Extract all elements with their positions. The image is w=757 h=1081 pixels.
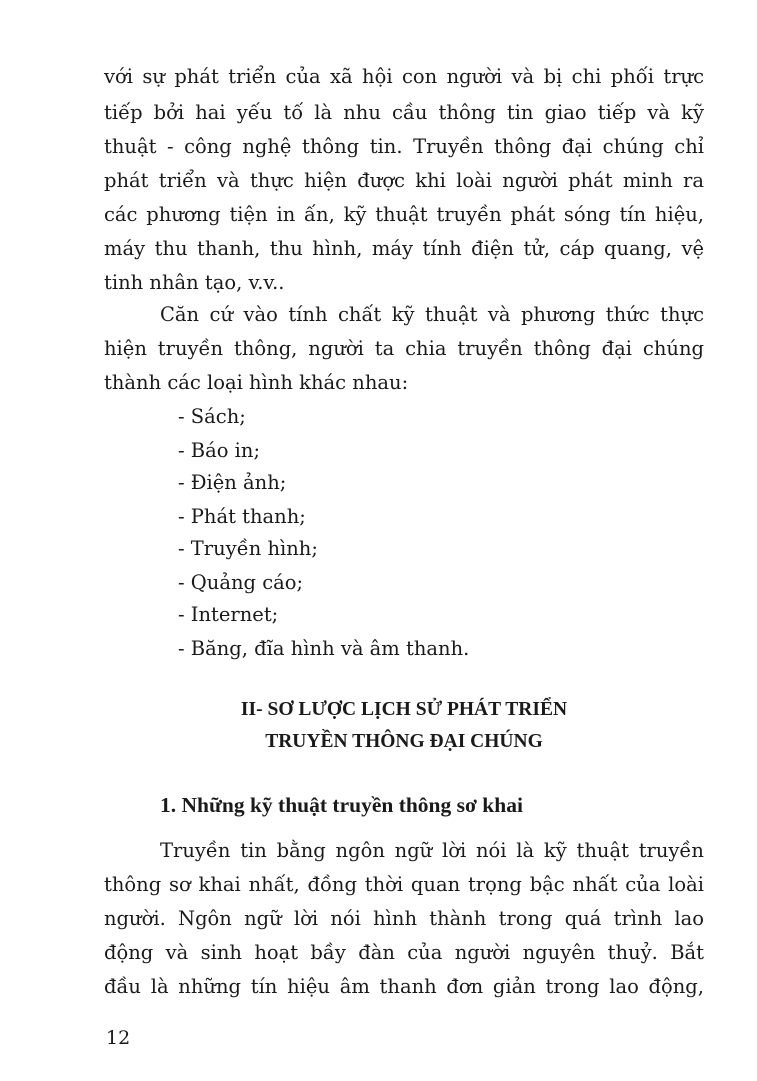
text-line: Căn cứ vào tính chất kỹ thuật và phương thức thực xyxy=(160,303,704,326)
text-line: tiếp bởi hai yếu tố là nhu cầu thông tin giao tiếp và kỹ xyxy=(104,101,704,124)
page-number: 12 xyxy=(106,1027,131,1049)
list-item: - Sách; xyxy=(178,405,246,428)
list-item: - Truyền hình; xyxy=(178,537,318,560)
text-line: các phương tiện in ấn, kỹ thuật truyền phát sóng tín hiệu, xyxy=(104,203,704,226)
text-line: đầu là những tín hiệu âm thanh đơn giản trong lao động, xyxy=(104,975,704,998)
text-line: thành các loại hình khác nhau: xyxy=(104,371,409,394)
text-line: động và sinh hoạt bầy đàn của người nguyên thuỷ. Bắt xyxy=(104,941,704,964)
text-line: máy thu thanh, thu hình, máy tính điện tử, cáp quang, vệ xyxy=(104,237,704,260)
section-heading-line-1: II- SƠ LƯỢC LỊCH SỬ PHÁT TRIỂN xyxy=(240,699,568,720)
list-item: - Quảng cáo; xyxy=(178,571,304,594)
text-line: Truyền tin bằng ngôn ngữ lời nói là kỹ thuật truyền xyxy=(160,839,704,862)
text-line: người. Ngôn ngữ lời nói hình thành trong quá trình lao xyxy=(104,907,704,930)
list-item: - Internet; xyxy=(178,603,279,626)
list-item: - Điện ảnh; xyxy=(178,471,287,494)
text-line: thông sơ khai nhất, đồng thời quan trọng bậc nhất của loài xyxy=(104,873,704,896)
list-item: - Phát thanh; xyxy=(178,505,306,528)
subsection-heading: 1. Những kỹ thuật truyền thông sơ khai xyxy=(160,793,523,817)
list-item: - Băng, đĩa hình và âm thanh. xyxy=(178,637,470,660)
text-line: phát triển và thực hiện được khi loài người phát minh ra xyxy=(104,169,704,192)
text-line: tinh nhân tạo, v.v.. xyxy=(104,271,285,294)
section-heading-line-2: TRUYỀN THÔNG ĐẠI CHÚNG xyxy=(265,731,543,752)
list-item: - Báo in; xyxy=(178,439,261,462)
text-line: với sự phát triển của xã hội con người và bị chi phối trực xyxy=(104,65,704,88)
text-line: hiện truyền thông, người ta chia truyền thông đại chúng xyxy=(104,337,704,360)
text-line: thuật - công nghệ thông tin. Truyền thông đại chúng chỉ xyxy=(104,135,704,158)
